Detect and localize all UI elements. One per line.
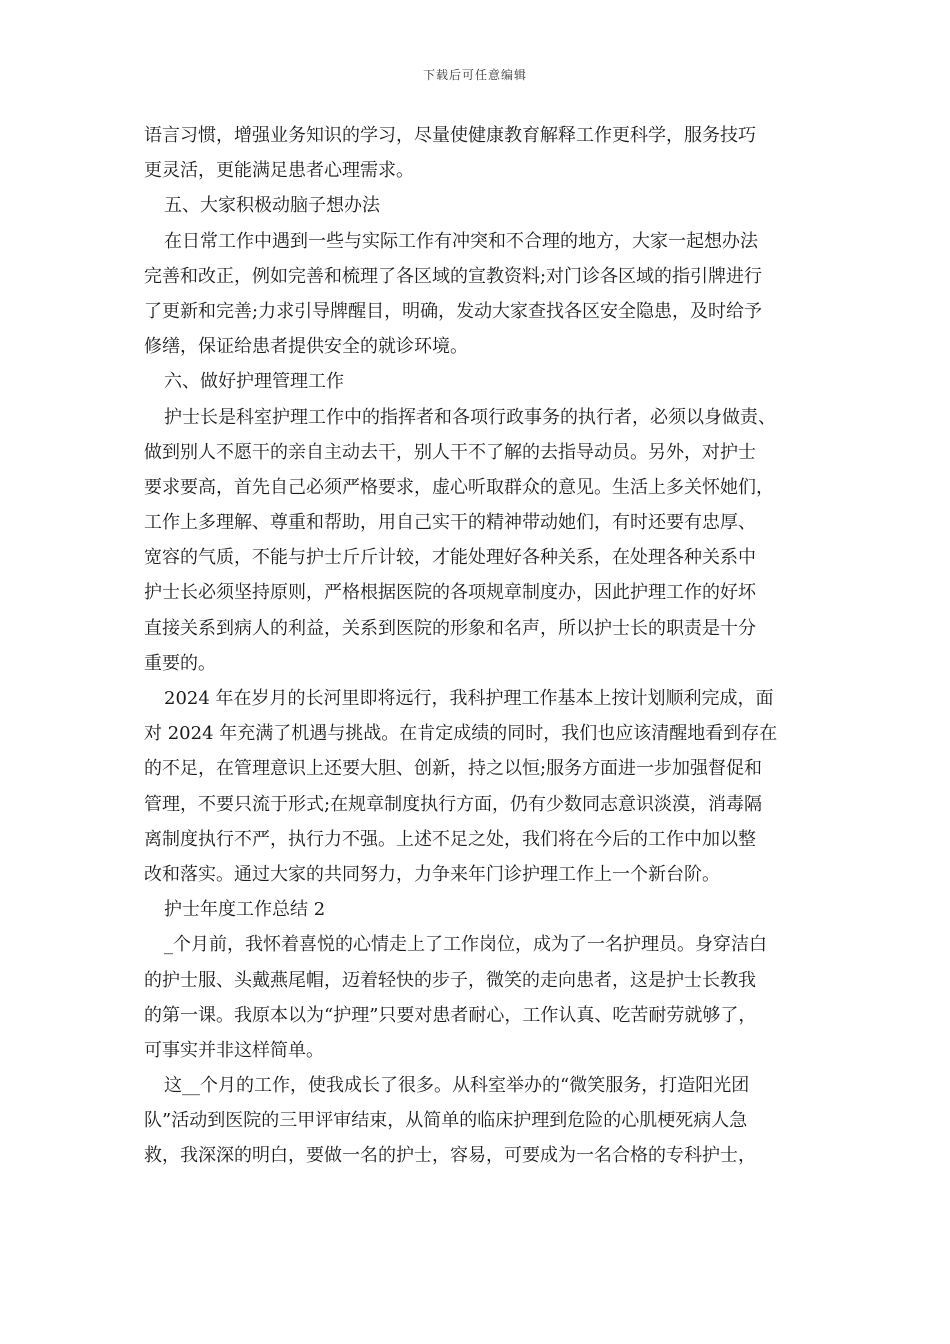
text-line: 护士长是科室护理工作中的指挥者和各项行政事务的执行者，必须以身做责、 [164,406,776,428]
text-line: 队”活动到医院的三甲评审结束，从简单的临床护理到危险的心肌梗死病人急 [144,1110,748,1132]
text-line: 更灵活，更能满足患者心理需求。 [144,160,414,182]
text-line: 在日常工作中遇到一些与实际工作有冲突和不合理的地方，大家一起想办法 [164,230,758,252]
text-line: 的第一课。我原本以为“护理”只要对患者耐心，工作认真、吃苦耐劳就够了， [144,1004,757,1026]
text-line: 护士年度工作总结 2 [164,899,326,921]
text-line: 完善和改正，例如完善和梳理了各区域的宣教资料;对门诊各区域的指引牌进行 [144,265,763,287]
text-line: 了更新和完善;力求引导牌醒目，明确，发动大家查找各区安全隐患，及时给予 [144,300,763,322]
text-line: 可事实并非这样简单。 [144,1039,324,1061]
text-line: 离制度执行不严，执行力不强。上述不足之处，我们将在今后的工作中加以整 [144,828,756,850]
text-line: 语言习惯，增强业务知识的学习，尽量使健康教育解释工作更科学，服务技巧 [144,125,756,146]
text-line: 宽容的气质，不能与护士斤斤计较，才能处理好各种关系，在处理各种关系中 [144,547,756,569]
text-line: 改和落实。通过大家的共同努力，力争来年门诊护理工作上一个新台阶。 [144,863,720,885]
text-line: 救，我深深的明白，要做一名的护士，容易，可要成为一名合格的专科护士， [144,1145,756,1167]
text-line: 要求要高，首先自己必须严格要求，虚心听取群众的意见。生活上多关怀她们， [144,476,774,498]
text-line: 的护士服、头戴燕尾帽，迈着轻快的步子，微笑的走向患者，这是护士长教我 [144,969,756,991]
text-line: 修缮，保证给患者提供安全的就诊环境。 [144,336,468,358]
text-line: 的不足，在管理意识上还要大胆、创新，持之以恒;服务方面进一步加强督促和 [144,758,763,780]
text-line: 工作上多理解、尊重和帮助，用自己实干的精神带动她们，有时还要有忠厚、 [144,512,756,534]
text-line: 护士长必须坚持原则，严格根据医院的各项规章制度办，因此护理工作的好坏 [144,582,756,604]
text-line: 对 2024 年充满了机遇与挑战。在肯定成绩的同时，我们也应该清醒地看到存在 [144,723,778,745]
text-line: 做到别人不愿干的亲自主动去干，别人干不了解的去指导动员。另外，对护士 [144,441,756,463]
text-line: 这__个月的工作，使我成长了很多。从科室举办的“微笑服务，打造阳光团 [164,1075,750,1097]
text-line: 六、做好护理管理工作 [164,371,344,393]
document-body [144,118,824,1174]
text-line: 管理，不要只流于形式;在规章制度执行方面，仍有少数同志意识淡漠，消毒隔 [144,793,763,815]
text-line: 五、大家积极动脑子想办法 [164,195,380,217]
header-note: 下载后可任意编辑 [422,68,527,82]
text-line: _个月前，我怀着喜悦的心情走上了工作岗位，成为了一名护理员。身穿洁白 [164,934,767,956]
text-line: 直接关系到病人的利益，关系到医院的形象和名声，所以护士长的职责是十分 [144,617,756,639]
text-line: 2024 年在岁月的长河里即将远行，我科护理工作基本上按计划顺利完成，面 [164,688,774,709]
text-line: 重要的。 [144,652,216,674]
